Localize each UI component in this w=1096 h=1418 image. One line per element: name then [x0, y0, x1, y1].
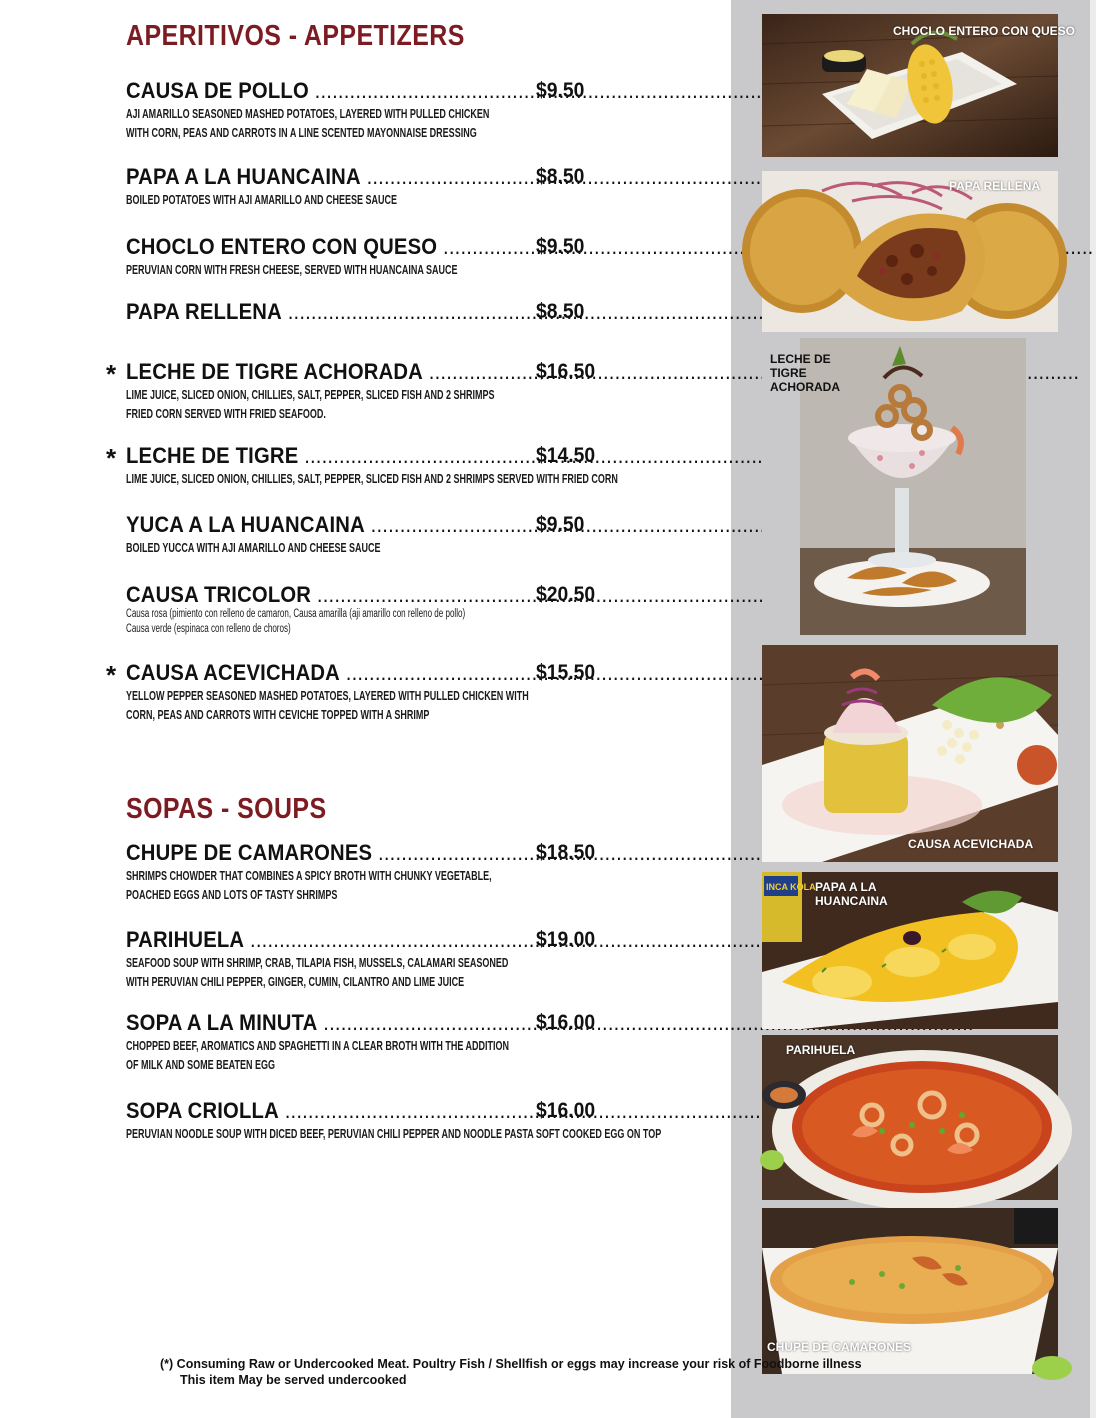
item-price: $9.50 — [536, 513, 585, 536]
item-name: YUCA A LA HUANCAINA ..... — [126, 512, 487, 538]
item-price: $8.50 — [536, 165, 585, 188]
photo-label: CHOCLO ENTERO CON QUESO — [893, 24, 1076, 38]
item-price: $16.00 — [536, 1099, 596, 1122]
item-description: Causa rosa (pimiento con relleno de camaron, Causa amarilla (aji amarillo con relleno de pollo) — [126, 608, 466, 620]
photo-leche-de-tigre-achorada — [762, 338, 1026, 635]
photo-papa-a-la-huancaina — [762, 872, 1058, 1029]
item-price: $9.50 — [536, 79, 585, 102]
photo-choclo-entero-con-queso — [762, 14, 1076, 157]
item-description: OF MILK AND SOME BEATEN EGG — [126, 1058, 276, 1072]
bottle-label: INCA KOLA — [766, 882, 816, 892]
item-description: LIME JUICE, SLICED ONION, CHILLIES, SALT, PEPPER, SLICED FISH AND 2 SHRIMPS — [126, 388, 495, 402]
item-description: BOILED YUCCA WITH AJI AMARILLO AND CHEESE SAUCE — [126, 541, 381, 555]
disclaimer-line-2: This item May be served undercooked — [180, 1373, 407, 1387]
item-name: PARIHUELA ..... — [126, 927, 487, 953]
item-name: CAUSA TRICOLOR ..... — [126, 582, 487, 608]
disclaimer-line-1: (*) Consuming Raw or Undercooked Meat. Poultry Fish / Shellfish or eggs may increase your risk of Foodborne illness — [160, 1357, 862, 1371]
photo-label: CAUSA ACEVICHADA — [908, 837, 1034, 851]
photo-chupe-de-camarones — [762, 1208, 1058, 1374]
item-name: SOPA A LA MINUTA ..... — [126, 1010, 487, 1036]
item-price: $14.50 — [536, 444, 596, 467]
photo-label: LECHE DE TIGRE ACHORADA — [770, 352, 840, 394]
photo-papa-rellena — [762, 171, 1058, 332]
item-description: LIME JUICE, SLICED ONION, CHILLIES, SALT, PEPPER, SLICED FISH AND 2 SHRIMPS SERVED WITH FRIED CORN — [126, 472, 618, 486]
item-name: LECHE DE TIGRE ACHORADA ..... — [126, 359, 487, 385]
raw-warning-star: * — [106, 359, 117, 389]
raw-warning-star: * — [106, 443, 117, 473]
photo-causa-acevichada — [762, 645, 1058, 862]
item-name: CHOCLO ENTERO CON QUESO ..... — [126, 234, 487, 260]
item-price: $15.50 — [536, 661, 596, 684]
raw-food-disclaimer — [160, 1356, 862, 1388]
item-name: SOPA CRIOLLA ..... — [126, 1098, 487, 1124]
item-name: CHUPE DE CAMARONES ..... — [126, 840, 487, 866]
photo-label: PAPA A LA HUANCAINA — [815, 880, 888, 908]
item-description: Causa verde (espinaca con relleno de choros) — [126, 623, 291, 635]
item-price: $20.50 — [536, 583, 596, 606]
item-price: $16.50 — [536, 360, 596, 383]
item-description: CHOPPED BEEF, AROMATICS AND SPAGHETTI IN A CLEAR BROTH WITH THE ADDITION — [126, 1039, 510, 1053]
parihuela-illustration — [762, 1035, 1058, 1200]
photo-label: CHUPE DE CAMARONES — [767, 1340, 912, 1354]
photo-parihuela — [762, 1035, 1058, 1200]
soups-title: SOPAS - SOUPS — [126, 793, 327, 825]
item-name: CAUSA DE POLLO ..... — [126, 78, 487, 104]
item-description: WITH PERUVIAN CHILI PEPPER, GINGER, CUMIN, CILANTRO AND LIME JUICE — [126, 975, 465, 989]
item-description: SEAFOOD SOUP WITH SHRIMP, CRAB, TILAPIA FISH, MUSSELS, CALAMARI SEASONED — [126, 956, 509, 970]
item-description: SHRIMPS CHOWDER THAT COMBINES A SPICY BROTH WITH CHUNKY VEGETABLE, — [126, 869, 492, 883]
item-name: PAPA RELLENA ..... — [126, 299, 487, 325]
item-price: $9.50 — [536, 235, 585, 258]
item-description: POACHED EGGS AND LOTS OF TASTY SHRIMPS — [126, 888, 338, 902]
causa-acevichada-illustration — [762, 645, 1058, 862]
item-price: $16.00 — [536, 1011, 596, 1034]
photo-label: PARIHUELA — [786, 1043, 856, 1057]
item-description: WITH CORN, PEAS AND CARROTS IN A LINE SCENTED MAYONNAISE DRESSING — [126, 126, 477, 140]
item-name: PAPA A LA HUANCAINA ..... — [126, 164, 487, 190]
raw-warning-star: * — [106, 660, 117, 690]
photo-label: PAPA RELLENA — [949, 179, 1041, 193]
item-description: BOILED POTATOES WITH AJI AMARILLO AND CHEESE SAUCE — [126, 193, 398, 207]
papa-rellena-illustration — [762, 171, 1058, 332]
item-name: LECHE DE TIGRE ..... — [126, 443, 487, 469]
item-description: YELLOW PEPPER SEASONED MASHED POTATOES, LAYERED WITH PULLED CHICKEN WITH — [126, 689, 529, 703]
item-description: FRIED CORN SERVED WITH FRIED SEAFOOD. — [126, 407, 326, 421]
item-description: AJI AMARILLO SEASONED MASHED POTATOES, LAYERED WITH PULLED CHICKEN — [126, 107, 490, 121]
papa-huancaina-illustration — [762, 872, 1058, 1029]
item-description: CORN, PEAS AND CARROTS WITH CEVICHE TOPPED WITH A SHRIMP — [126, 708, 430, 722]
item-name: CAUSA ACEVICHADA ..... — [126, 660, 487, 686]
appetizers-title: APERITIVOS - APPETIZERS — [126, 20, 465, 52]
item-description: PERUVIAN NOODLE SOUP WITH DICED BEEF, PERUVIAN CHILI PEPPER AND NOODLE PASTA SOFT COOKED EGG ON TOP — [126, 1127, 662, 1141]
item-description: PERUVIAN CORN WITH FRESH CHEESE, SERVED WITH HUANCAINA SAUCE — [126, 263, 458, 277]
page-edge — [1090, 0, 1096, 1418]
item-price: $8.50 — [536, 300, 585, 323]
item-price: $19.00 — [536, 928, 596, 951]
item-price: $18.50 — [536, 841, 596, 864]
